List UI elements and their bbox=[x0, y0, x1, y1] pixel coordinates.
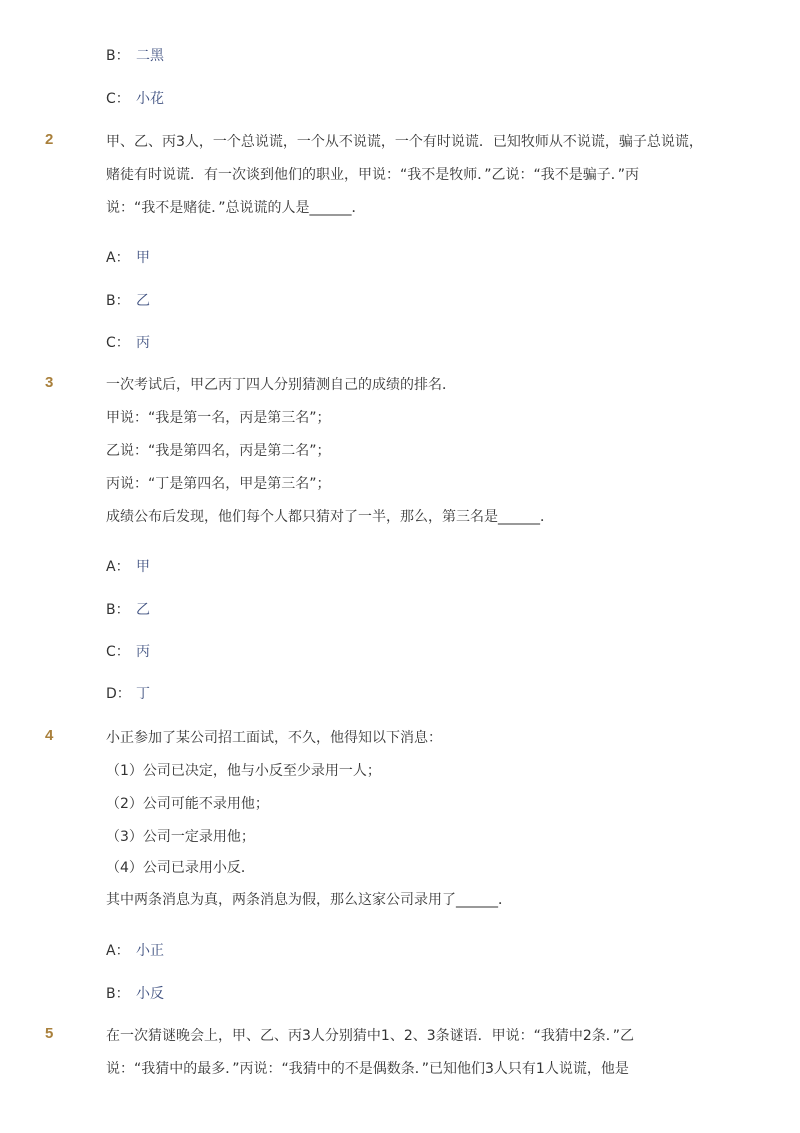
option-key: B： bbox=[106, 293, 130, 309]
option-value: 小花 bbox=[136, 91, 164, 107]
question-number-2: 2 bbox=[45, 131, 54, 148]
option-key: C： bbox=[106, 91, 130, 107]
q3-option-d[interactable] bbox=[106, 683, 150, 703]
option-key: C： bbox=[106, 335, 130, 351]
q5-text-line-2: 说：“我猜中的最多．”丙说：“我猜中的不是偶数条．”已知他们3人只有1人说谎，他是 bbox=[106, 1061, 629, 1077]
q1-option-b[interactable] bbox=[106, 45, 164, 65]
q2-option-b[interactable] bbox=[106, 290, 150, 310]
option-key: A： bbox=[106, 559, 130, 575]
q2-text-line-2: 赌徒有时说谎．有一次谈到他们的职业，甲说：“我不是牧师．”乙说：“我不是骗子．”丙 bbox=[106, 167, 640, 183]
q4-text-line-6: 其中两条消息为真，两条消息为假，那么这家公司录用了______． bbox=[106, 892, 512, 908]
q3-text-line-4: 丙说：“丁是第四名，甲是第三名”； bbox=[106, 476, 331, 492]
option-value: 乙 bbox=[136, 293, 150, 309]
q3-option-c[interactable] bbox=[106, 641, 150, 661]
option-value: 二黑 bbox=[136, 48, 164, 64]
q4-text-line-4: （3）公司一定录用他； bbox=[106, 829, 255, 845]
option-value: 小反 bbox=[136, 986, 164, 1002]
q3-text-line-3: 乙说：“我是第四名，丙是第二名”； bbox=[106, 443, 331, 459]
q4-text-line-2: （1）公司已决定，他与小反至少录用一人； bbox=[106, 763, 381, 779]
option-key: A： bbox=[106, 250, 130, 266]
question-number-3: 3 bbox=[45, 374, 54, 391]
q4-option-b[interactable] bbox=[106, 983, 164, 1003]
q4-text-line-1: 小正参加了某公司招工面试，不久，他得知以下消息： bbox=[106, 730, 442, 746]
option-value: 甲 bbox=[136, 250, 150, 266]
q4-text-line-3: （2）公司可能不录用他； bbox=[106, 796, 269, 812]
option-key: D： bbox=[106, 686, 131, 702]
option-value: 小正 bbox=[136, 943, 164, 959]
option-value: 丙 bbox=[136, 335, 150, 351]
option-value: 乙 bbox=[136, 602, 150, 618]
option-key: B： bbox=[106, 48, 130, 64]
q2-text-line-1: 甲、乙、丙3人，一个总说谎，一个从不说谎，一个有时说谎．已知牧师从不说谎，骗子总说谎， bbox=[106, 134, 703, 150]
q3-option-b[interactable] bbox=[106, 599, 150, 619]
option-value: 丁 bbox=[136, 686, 150, 702]
option-key: C： bbox=[106, 644, 130, 660]
q3-text-line-5: 成绩公布后发现，他们每个人都只猜对了一半，那么，第三名是______． bbox=[106, 509, 554, 525]
q2-option-a[interactable] bbox=[106, 247, 150, 267]
option-value: 丙 bbox=[136, 644, 150, 660]
option-key: A： bbox=[106, 943, 130, 959]
q3-option-a[interactable] bbox=[106, 556, 150, 576]
option-value: 甲 bbox=[136, 559, 150, 575]
q4-text-line-5: （4）公司已录用小反． bbox=[106, 860, 255, 876]
q2-option-c[interactable] bbox=[106, 332, 150, 352]
question-number-4: 4 bbox=[45, 727, 54, 744]
q2-text-line-3: 说：“我不是赌徒．”总说谎的人是______． bbox=[106, 200, 366, 216]
q3-text-line-1: 一次考试后，甲乙丙丁四人分别猜测自己的成绩的排名． bbox=[106, 377, 456, 393]
q3-text-line-2: 甲说：“我是第一名，丙是第三名”； bbox=[106, 410, 331, 426]
question-number-5: 5 bbox=[45, 1025, 54, 1042]
option-key: B： bbox=[106, 986, 130, 1002]
option-key: B： bbox=[106, 602, 130, 618]
q4-option-a[interactable] bbox=[106, 940, 164, 960]
q1-option-c[interactable] bbox=[106, 88, 164, 108]
q5-text-line-1: 在一次猜谜晚会上，甲、乙、丙3人分别猜中1、2、3条谜语．甲说：“我猜中2条．”乙 bbox=[106, 1028, 635, 1044]
